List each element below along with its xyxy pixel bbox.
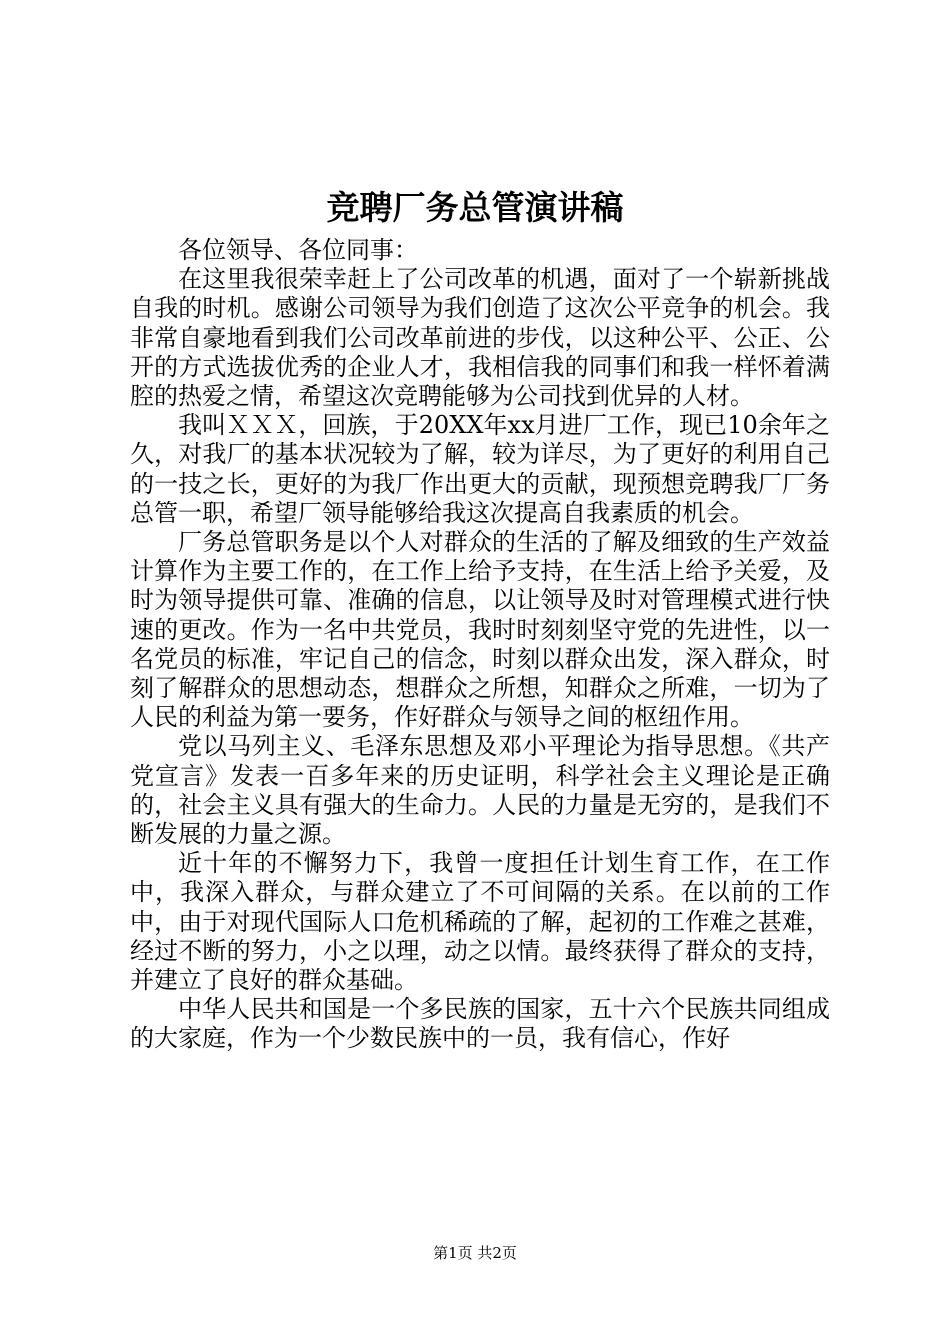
- paragraph: 中华人民共和国是一个多民族的国家，五十六个民族共同组成的大家庭，作为一个少数民族中的一员，我有信心，作好: [130, 995, 830, 1053]
- document-title: 竞聘厂务总管演讲稿: [326, 188, 624, 227]
- page-number-footer: 第1页 共2页: [433, 1244, 517, 1262]
- document-body: [130, 236, 830, 1054]
- paragraph: 在这里我很荣幸赶上了公司改革的机遇，面对了一个崭新挑战自我的时机。感谢公司领导为我们创造了这次公平竞争的机会。我非常自豪地看到我们公司改革前进的步伐，以这种公平、公正、公开的方式选拔优秀的企业人才，我相信我的同事们和我一样怀着满腔的热爱之情，希望这次竞聘能够为公司找到优异的人材。: [130, 265, 830, 411]
- paragraph: 近十年的不懈努力下，我曾一度担任计划生育工作，在工作中，我深入群众，与群众建立了不可间隔的关系。在以前的工作中，由于对现代国际人口危机稀疏的了解，起初的工作难之甚难，经过不断的努力，小之以理，动之以情。最终获得了群众的支持，并建立了良好的群众基础。: [130, 849, 830, 995]
- paragraph: 厂务总管职务是以个人对群众的生活的了解及细致的生产效益计算作为主要工作的，在工作上给予支持，在生活上给予关爱，及时为领导提供可靠、准确的信息，以让领导及时对管理模式进行快速的更改。作为一名中共党员，我时时刻刻坚守党的先进性，以一名党员的标准，牢记自己的信念，时刻以群众出发，深入群众，时刻了解群众的思想动态，想群众之所想，知群众之所难，一切为了人民的利益为第一要务，作好群众与领导之间的枢纽作用。: [130, 528, 830, 732]
- paragraph: 党以马列主义、毛泽东思想及邓小平理论为指导思想。《共产党宣言》发表一百多年来的历史证明，科学社会主义理论是正确的，社会主义具有强大的生命力。人民的力量是无穷的，是我们不断发展的力量之源。: [130, 732, 830, 849]
- salutation: 各位领导、各位同事：: [178, 236, 418, 264]
- paragraph: 我叫ＸＸＸ，回族，于20XX年xx月进厂工作，现已10余年之久，对我厂的基本状况较为了解，较为详尽，为了更好的利用自己的一技之长，更好的为我厂作出更大的贡献，现预想竞聘我厂厂务总管一职，希望厂领导能够给我这次提高自我素质的机会。: [130, 411, 830, 527]
